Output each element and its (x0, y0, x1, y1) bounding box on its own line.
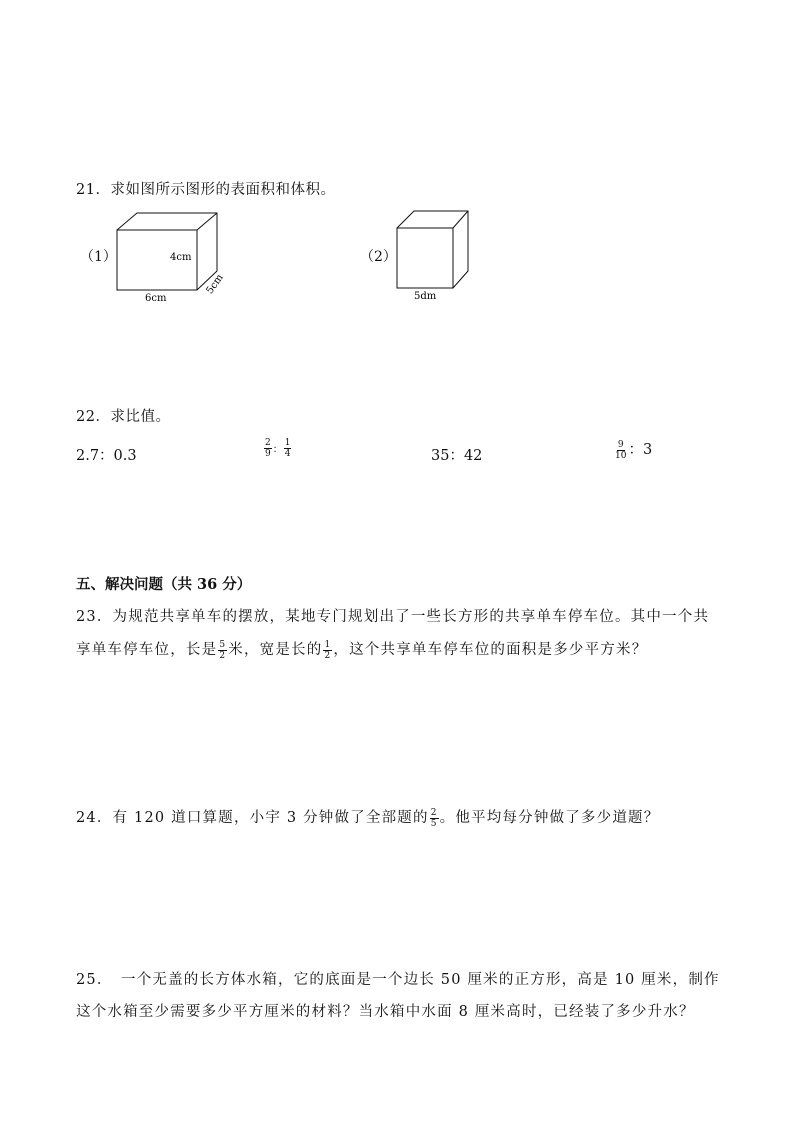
cuboid-figure (110, 205, 230, 305)
figure-1-label: （1） (80, 249, 117, 265)
q25-line-2: 这个水箱至少需要多少平方厘米的材料？当水箱中水面 8 厘米高时，已经装了多少升水？ (76, 1004, 695, 1020)
cuboid-length-label: 6cm (145, 293, 167, 304)
section-title: 五、解决问题（共 36 分） (76, 576, 252, 593)
fraction: $\frac{5}{2}$ (219, 639, 227, 661)
cuboid-height-label: 4cm (170, 252, 192, 263)
q23-line-2: 享单车停车位，长是 $\frac{5}{2}$ 米，宽是长的 $\frac{1}{2}$ ，这个共享单车停车位的面积是多少平方米？ (76, 639, 648, 661)
q23-line-1: 23．为规范共享单车的摆放，某地专门规划出了一些长方形的共享单车停车位。其中一个共 (76, 609, 710, 625)
cube-top-edge (453, 211, 468, 228)
q25-line-1: 25． 一个无盖的长方体水箱，它的底面是一个边长 50 厘米的正方形，高是 10 厘米，制作 (76, 972, 720, 988)
q22-title: 22．求比值。 (76, 409, 171, 425)
ratio-item-1: 2.7：0.3 (76, 448, 137, 464)
cube-front-face (397, 228, 453, 288)
ratio-item-2: $\frac{2}{9}$ ： $\frac{1}{4}$ (265, 438, 291, 459)
cuboid-back-edges (117, 213, 217, 290)
q24-text: 24．有 120 道口算题，小宇 3 分钟做了全部题的 $\frac{2}{5}$ 。他平均每分钟做了多少道题？ (76, 807, 660, 829)
q21-title: 21．求如图所示图形的表面积和体积。 (76, 182, 336, 198)
fraction: $\frac{2}{9}$ (265, 438, 271, 459)
cuboid-width-label: 5cm (204, 272, 226, 297)
cube-edge-label: 5dm (414, 291, 437, 302)
cuboid-top-edge (197, 213, 217, 230)
fraction: $\frac{1}{4}$ (284, 438, 291, 459)
fraction: $\frac{9}{10}$ (615, 439, 627, 461)
fraction: $\frac{2}{5}$ (430, 807, 438, 829)
ratio-item-3: 35：42 (431, 448, 483, 464)
figure-2-label: （2） (360, 249, 397, 265)
cube-figure (390, 205, 480, 305)
ratio-item-4: $\frac{9}{10}$ ：3 (615, 439, 653, 461)
fraction: $\frac{1}{2}$ (324, 639, 332, 661)
